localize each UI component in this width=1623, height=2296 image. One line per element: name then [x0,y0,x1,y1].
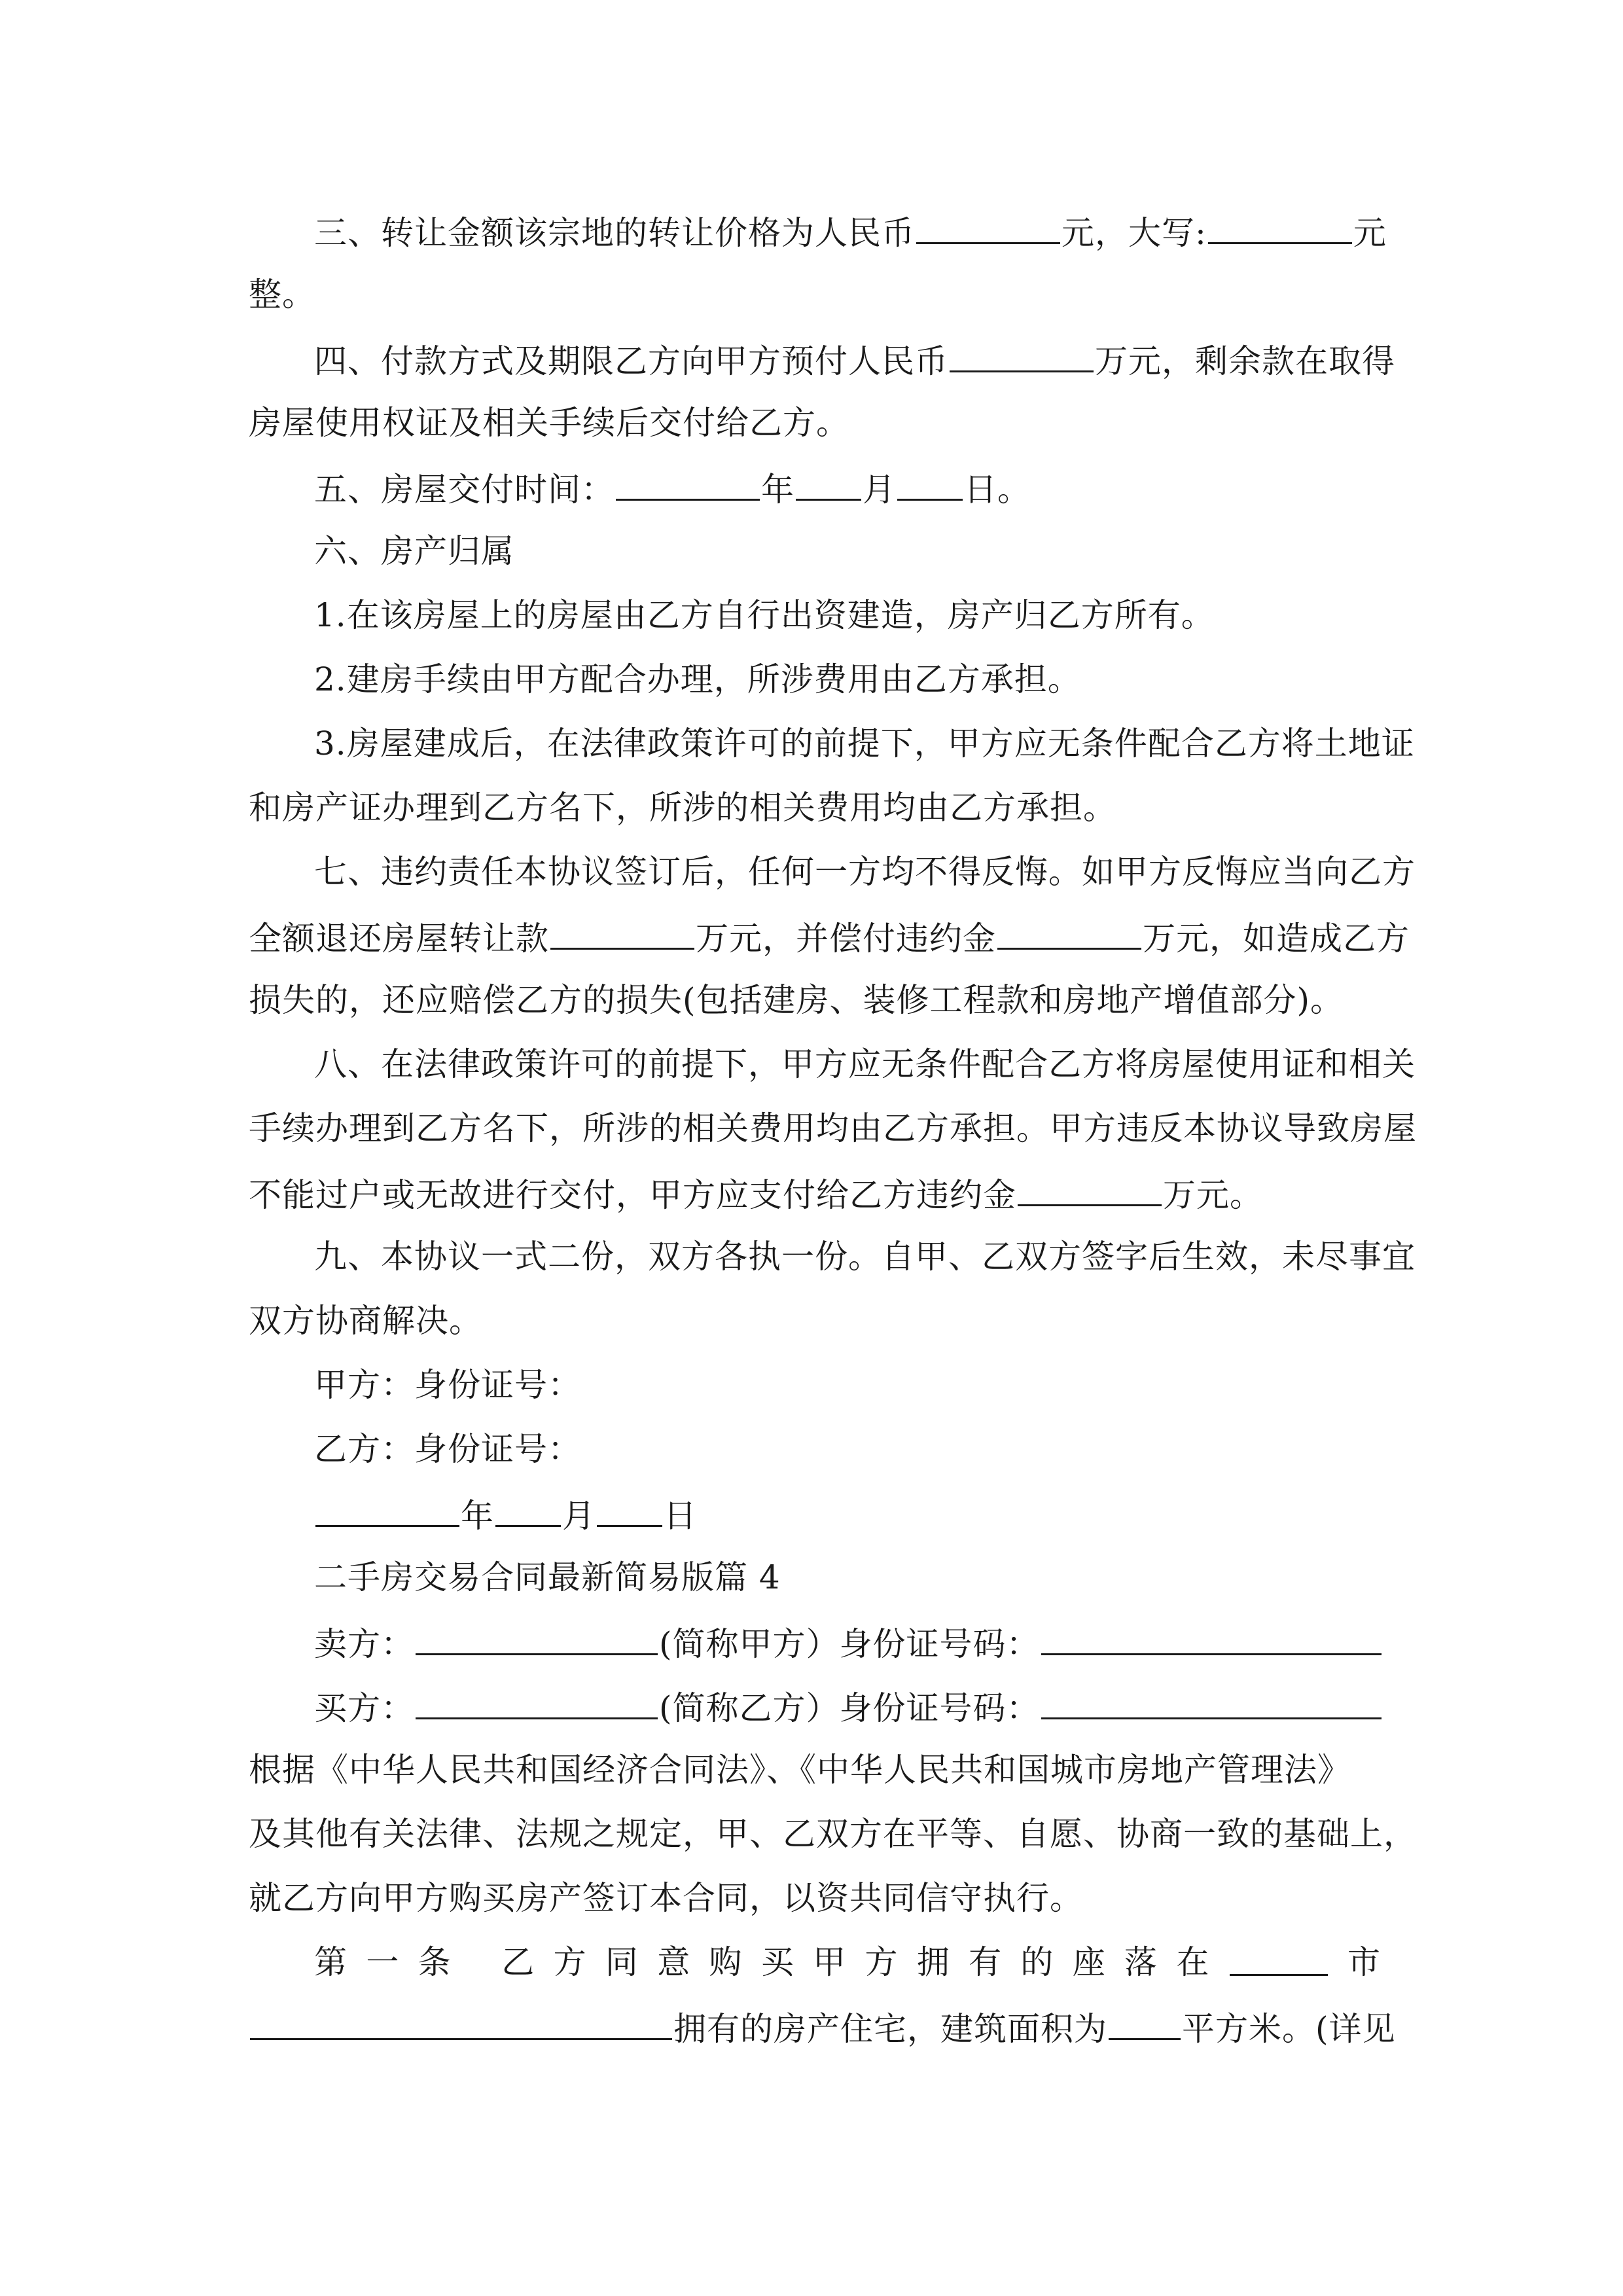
blank-field [1018,1173,1162,1206]
clause-4-line-1: 四、付款方式及期限乙方向甲方预付人民币 万元，剩余款在取得 [314,339,1387,381]
clause-6-item-3-line-1: 3.房屋建成后，在法律政策许可的前提下，甲方应无条件配合乙方将土地证 [314,725,1415,762]
preamble-line-1: 根据《中华人民共和国经济合同法》、《中华人民共和国城市房地产管理法》 [249,1751,1351,1789]
party-a-signature: 甲方：身份证号： [314,1366,581,1404]
blank-field [550,916,694,950]
article-1-line-2: 拥有的房产住宅，建筑面积为 平方米。(详见 [249,2007,1387,2049]
blank-field [1109,2007,1181,2040]
blank-field [250,2007,672,2040]
seller-line: 卖方： (简称甲方）身份证号码： [314,1622,1387,1664]
blank-field [1041,1686,1382,1719]
blank-field [616,467,760,501]
clause-8-line-3: 不能过户或无故进行交付，甲方应支付给乙方违约金 万元。 [249,1173,1387,1215]
preamble-line-2: 及其他有关法律、法规之规定，甲、乙双方在平等、自愿、协商一致的基础上， [249,1815,1417,1853]
clause-5-line: 五、房屋交付时间： 年 月 日。 [314,467,1387,509]
blank-field [495,1494,561,1527]
party-b-signature: 乙方：身份证号： [314,1430,581,1468]
clause-9-line-1: 九、本协议一式二份，双方各执一份。自甲、乙双方签字后生效，未尽事宜 [314,1238,1416,1276]
clause-8-line-2: 手续办理到乙方名下，所涉的相关费用均由乙方承担。甲方违反本协议导致房屋 [249,1109,1417,1147]
clause-7-line-1: 七、违约责任本协议签订后，任何一方均不得反悔。如甲方反悔应当向乙方 [314,853,1416,891]
clause-3-line-2: 整。 [249,276,315,314]
blank-field [1230,1943,1328,1976]
clause-6-item-3-line-2: 和房产证办理到乙方名下，所涉的相关费用均由乙方承担。 [249,789,1116,827]
blank-field [597,1494,662,1527]
buyer-line: 买方： (简称乙方）身份证号码： [314,1686,1387,1728]
blank-field [796,467,861,501]
preamble-line-3: 就乙方向甲方购买房产签订本合同，以资共同信守执行。 [249,1879,1083,1917]
clause-7-line-2: 全额退还房屋转让款 万元，并偿付违约金 万元，如造成乙方 [249,916,1387,958]
clause-9-line-2: 双方协商解决。 [249,1302,482,1340]
clause-3-line-1: 三、转让金额该宗地的转让价格为人民币 元，大写: 元 [314,211,1387,253]
blank-field [1208,211,1352,244]
blank-field [1041,1622,1382,1655]
blank-field [416,1686,658,1719]
clause-6-item-2: 2.建房手续由甲方配合办理，所涉费用由乙方承担。 [314,660,1081,698]
clause-7-line-3: 损失的，还应赔偿乙方的损失(包括建房、装修工程款和房地产增值部分)。 [249,981,1344,1019]
blank-field [315,1494,459,1527]
clause-8-line-1: 八、在法律政策许可的前提下，甲方应无条件配合乙方将房屋使用证和相关 [314,1045,1416,1083]
clause-6-item-1: 1.在该房屋上的房屋由乙方自行出资建造，房产归乙方所有。 [314,596,1215,634]
blank-field [950,339,1094,372]
article-1-line-1: 第 一 条 乙 方 同 意 购 买 甲 方 拥 有 的 座 落 在 市 [314,1943,1381,1981]
clause-6-heading: 六、房产归属 [314,532,514,570]
section-title: 二手房交易合同最新简易版篇 4 [314,1558,781,1596]
clause-4-line-2: 房屋使用权证及相关手续后交付给乙方。 [249,404,849,442]
blank-field [997,916,1141,950]
blank-field [416,1622,658,1655]
blank-field [897,467,963,501]
blank-field [916,211,1060,244]
signing-date: 年 月 日 [314,1494,1387,1535]
